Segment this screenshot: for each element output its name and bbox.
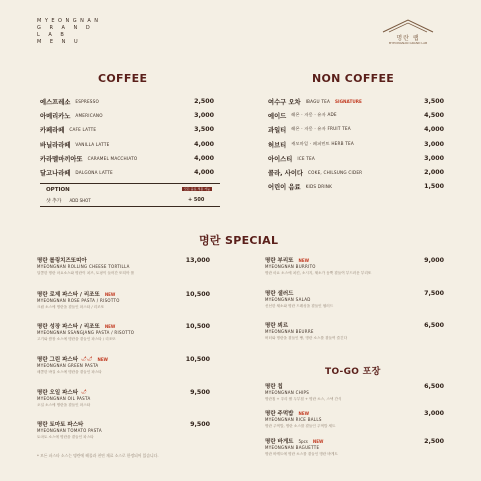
item-price: 10,500 xyxy=(185,323,210,330)
item-price: 3,000 xyxy=(424,155,444,162)
menu-item xyxy=(40,124,96,134)
item-name-en: MYEONGNAN CHIPS xyxy=(265,390,310,395)
item-price: 4,000 xyxy=(194,141,214,148)
menu-item xyxy=(268,167,362,177)
non-coffee-title: NON COFFEE xyxy=(312,72,395,85)
item-price: 3,500 xyxy=(424,98,444,105)
option-name-en: ADD SHOT xyxy=(69,198,91,203)
item-price: 4,000 xyxy=(194,155,214,162)
item-description: 버터와 명란을 곁들인 빵, 명란 소스를 곁들여 즐긴다 xyxy=(265,336,348,340)
item-description: 오일 소스에 명란을 곁들인 파스타 xyxy=(37,403,91,407)
item-name-en: MYEONGNAN SSANGJANG PASTA / RISOTTO xyxy=(37,330,135,335)
item-name-kr: 명란 오일 파스타 xyxy=(37,390,79,396)
new-badge: NEW xyxy=(298,257,309,263)
item-price: 2,500 xyxy=(424,438,444,445)
new-badge: NEW xyxy=(97,356,108,362)
item-name-en: MYEONGNAN BAGUETTE xyxy=(265,445,320,450)
roof-icon xyxy=(379,18,437,34)
togo-title: TO-GO 포장 xyxy=(325,367,381,377)
item-price: 3,000 xyxy=(194,112,214,119)
item-name-kr: 명란 롤링치즈또띠아 xyxy=(37,258,87,264)
item-name-kr: 카페라떼 xyxy=(40,126,65,134)
menu-item xyxy=(40,153,137,163)
footnote: * 모든 파스타 소스는 명란에 해물과 천연 재료 소스로 한정되어 있습니다. xyxy=(37,453,159,458)
item-description: 신선한 채소와 명란 드레싱을 곁들인 샐러드 xyxy=(265,304,334,308)
item-price: 10,500 xyxy=(185,356,210,363)
item-description: 매콤한 바질 소스에 명란을 곁들인 파스타 xyxy=(37,370,102,374)
item-price: 6,500 xyxy=(424,383,444,390)
chili-icon: 🌶 xyxy=(81,389,87,395)
item-name-kr: 바닐라라떼 xyxy=(40,141,71,149)
item-name-en: AMERICANO xyxy=(75,112,103,118)
item-price: 4,000 xyxy=(424,126,444,133)
item-price: 2,000 xyxy=(424,169,444,176)
logo-text: 명란 랩 xyxy=(396,35,420,42)
menu-item xyxy=(40,110,103,120)
item-price: 4,500 xyxy=(424,112,444,119)
item-name-en: 레몬 · 자몽 · 유자 ADE xyxy=(291,112,337,117)
item-name-kr: 명란 토마토 파스타 xyxy=(37,422,84,428)
item-name-en: 캐모마일 · 페퍼민트 HERB TEA xyxy=(291,141,354,146)
menu-item xyxy=(268,124,351,134)
coffee-title: COFFEE xyxy=(98,72,148,85)
new-badge: NEW xyxy=(104,291,116,297)
item-name-kr: 명란 그린 파스타 xyxy=(37,357,79,363)
menu-item xyxy=(268,96,362,106)
item-name-kr: 명란 칩 xyxy=(265,384,283,390)
item-name-en: MYEONGNAN ROLLING CHEESE TORTILLA xyxy=(37,264,130,269)
menu-item xyxy=(40,139,109,149)
item-name-kr: 아이스티 xyxy=(268,155,293,163)
item-name-en: 레몬 · 자몽 · 유자 FRUIT TEA xyxy=(291,126,351,131)
item-name-kr: 허브티 xyxy=(268,141,287,149)
item-name-kr: 카라멜마끼아또 xyxy=(40,155,83,163)
item-name-en: MYEONGNAN BEURRE xyxy=(265,329,314,334)
item-price: 9,000 xyxy=(424,257,444,264)
item-name-kr: 아메리카노 xyxy=(40,112,71,120)
item-price: 6,500 xyxy=(424,322,444,329)
brand-line: G R A N D xyxy=(37,25,94,31)
item-name-en: CAFE LATTE xyxy=(69,126,97,132)
item-name-en: MYEONGNAN OIL PASTA xyxy=(37,396,91,401)
item-name-kr: 명란 뵈르 xyxy=(265,323,289,329)
menu-item xyxy=(268,110,337,120)
item-name-kr: 여수구 오차 xyxy=(268,98,301,106)
new-badge: NEW xyxy=(312,438,324,444)
menu-item xyxy=(268,181,332,191)
item-price: 3,500 xyxy=(194,126,214,133)
logo-subtext: MYEONGNAN GRAND LAB xyxy=(388,41,428,45)
chili-icon: 🌶🌶 xyxy=(81,356,93,362)
item-name-en: ICE TEA xyxy=(297,155,315,161)
item-description: 명란 마요 소스에 치킨, 소시지, 채소가 듬뿍 곁들여 부드러운 부리또 xyxy=(265,271,372,275)
item-description: 달콤한 명란 마요소스와 명란이 치즈, 토핑이 들어간 또띠아 롤 xyxy=(37,271,135,275)
item-price: 1,500 xyxy=(424,183,444,190)
item-name-kr: 명란 부리또 xyxy=(265,258,294,264)
option-tag: 모든 음료 적용 가능 xyxy=(184,187,211,191)
item-name-en: MYEONGNAN RICE BALLS xyxy=(265,417,322,422)
special-title: 명란 SPECIAL xyxy=(199,234,279,247)
brand-line: M E N U xyxy=(37,39,82,45)
item-name-kr: 달고나라떼 xyxy=(40,169,71,177)
item-description: 명란 바게트에 명란 소스를 곁들인 명란 바게트 xyxy=(265,452,338,456)
item-name-kr: 명란 샐러드 xyxy=(265,291,294,297)
item-price: 7,500 xyxy=(424,290,444,297)
item-name-en: DALGONA LATTE xyxy=(75,169,113,175)
new-badge: NEW xyxy=(104,323,116,329)
item-price: 9,500 xyxy=(190,389,210,396)
item-name-en: ESPRESSO xyxy=(75,98,100,104)
item-name-kr: 명란 주먹밥 xyxy=(265,411,294,417)
item-price: 10,500 xyxy=(185,291,210,298)
item-name-en: MYEONGNAN GREEN PASTA xyxy=(37,363,99,368)
item-name-en: MYEONGNAN SALAD xyxy=(265,297,311,302)
menu-item xyxy=(40,96,99,106)
item-price: 3,000 xyxy=(424,141,444,148)
option-price: + 500 xyxy=(188,197,205,203)
brand-wordmark xyxy=(37,18,101,46)
item-name-kr: 어린이 음료 xyxy=(268,183,301,191)
option-box xyxy=(40,183,220,207)
option-label: OPTION xyxy=(46,187,70,193)
item-name-kr: 에이드 xyxy=(268,112,287,120)
item-name-en: MYEONGNAN TOMATO PASTA xyxy=(37,428,102,433)
item-description: 고기와 쌈장 소스에 명란을 곁들인 파스타 / 리조또 xyxy=(37,337,116,341)
item-name-kr: 콜라, 사이다 xyxy=(268,169,303,177)
option-item xyxy=(46,197,91,204)
item-name-en: KIDS DRINK xyxy=(305,183,333,189)
brand-line: L A B xyxy=(37,32,68,38)
item-name-en: MYEONGNAN BURRITO xyxy=(265,264,316,269)
logo xyxy=(379,18,437,48)
item-description: 명란칩 + 우리 쌀 두부칩 + 명란 소스, 스낵 간식 xyxy=(265,397,342,401)
item-description: 크림 소스에 명란을 곁들인 파스타 / 리조또 xyxy=(37,305,105,309)
item-price: 9,500 xyxy=(190,421,210,428)
item-name-en: MYEONGNAN ROSE PASTA / RISOTTO xyxy=(37,298,120,303)
item-price: 3,000 xyxy=(424,410,444,417)
item-price: 13,000 xyxy=(185,257,210,264)
item-description: 명란 주먹밥, 명란 소스를 곁들인 주먹밥 세트 xyxy=(265,424,336,428)
item-name-kr: 명란 성장 파스타 / 리조또 xyxy=(37,324,100,330)
item-name-kr: 명란 바게트 xyxy=(265,439,294,445)
item-spec: 5pcs xyxy=(298,438,308,444)
item-name-en: CARAMEL MACCHIATO xyxy=(87,155,138,161)
option-name-kr: 샷 추가 xyxy=(46,199,62,204)
item-description: 토마토 소스에 명란을 곁들인 파스타 xyxy=(37,435,94,439)
item-name-kr: 과일티 xyxy=(268,126,287,134)
brand-line: MYEONGNAN xyxy=(37,18,102,24)
item-name-en: COKE, CHILSUNG CIDER xyxy=(308,169,363,175)
item-name-kr: 명란 로제 파스타 / 리조또 xyxy=(37,292,100,298)
item-name-en: VANILLA LATTE xyxy=(75,141,110,147)
item-price: 4,000 xyxy=(194,169,214,176)
item-name-kr: 에스프레소 xyxy=(40,98,71,106)
menu-item xyxy=(40,167,113,177)
item-name-en: IBAGU TEA xyxy=(305,98,331,104)
new-badge: NEW xyxy=(298,410,309,416)
menu-item xyxy=(268,153,315,163)
item-price: 2,500 xyxy=(194,98,214,105)
menu-item xyxy=(268,139,354,149)
signature-badge: SIGNATURE xyxy=(335,98,362,104)
